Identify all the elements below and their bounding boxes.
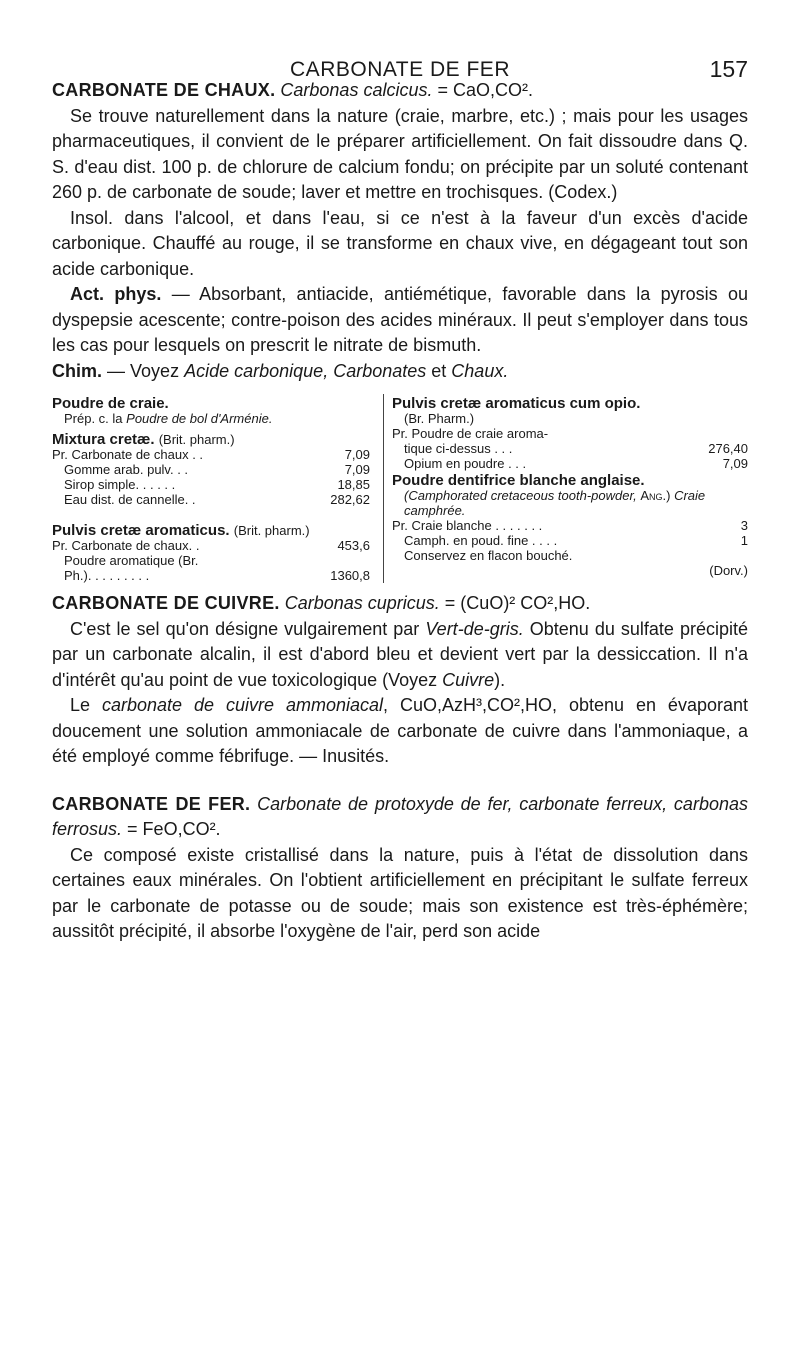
text-italic: Vert-de-gris. (425, 618, 524, 639)
formula-name: Pulvis cretæ aromaticus. (52, 522, 230, 539)
entry-formula: = CaO,CO². (437, 80, 534, 100)
formula-source: (Br. Pharm.) (404, 411, 475, 426)
text: Obtenu du sulfate précipité par un carbonate alcalin, il est d'abord bleu et devient vert par la dessiccation. Il n'a d'intérêt qu'au point de vue toxicologique (Voyez (52, 618, 748, 690)
text: ). (494, 669, 506, 690)
note-source: Ang.) (640, 488, 671, 503)
ingredient-row (392, 426, 748, 441)
ingredient-label: tique ci-dessus . . . (404, 441, 513, 456)
formula-title: Poudre de craie. (52, 395, 169, 412)
entry-title: CARBONATE DE FER. (52, 793, 251, 814)
formula-source: (Brit. pharm.) (233, 523, 310, 538)
page (52, 0, 748, 945)
ingredient-label: Ph.). . . . . . . . . (64, 568, 150, 583)
entry-carbonate-cuivre-heading (52, 591, 748, 617)
text: , CuO,AzH³,CO²,HO, obtenu en évaporant doucement une solution ammoniacale de carbonate de cuivre dans l'ammoniaque, a été employé comme fébrifuge. — Inusités. (52, 695, 748, 766)
ingredient-row (52, 447, 370, 462)
formula-name: Mixtura cretæ. (52, 431, 155, 448)
formula-source: (Brit. pharm.) (158, 432, 235, 447)
formula-note (392, 488, 748, 518)
ingredient-label: Pr. Carbonate de chaux. . (52, 538, 200, 553)
chim-last: Chaux. (451, 360, 509, 381)
page-number: 157 (709, 56, 748, 82)
ingredient-amount: 453,6 (337, 538, 370, 553)
formulas-columns (52, 394, 748, 583)
ingredient-row (52, 477, 370, 492)
formula-title: Pulvis cretæ aromaticus cum opio. (392, 395, 641, 412)
formulas-right (383, 394, 748, 583)
formula-title: Poudre dentifrice blanche anglaise. (392, 472, 645, 489)
ingredient-amount: 18,85 (337, 477, 370, 492)
entry-title: CARBONATE DE CUIVRE. (52, 593, 280, 613)
ingredient-amount: 3 (740, 518, 748, 533)
ingredient-list (52, 538, 370, 583)
ingredient-amount: 282,62 (330, 492, 370, 507)
chim-pre: — Voyez (107, 360, 180, 381)
ingredient-label: Pr. Craie blanche . . . . . . . (392, 518, 543, 533)
note-french: Craie camphrée. (404, 488, 706, 518)
ingredient-label: Sirop simple. . . . . . (64, 477, 176, 492)
paragraph: Ce composé existe cristallisé dans la nature, puis à l'état de dissolution dans certaines eaux minérales. On l'obtient artificiellement en précipitant le sulfate ferreux par le carbonate de potasse ou de soude; mais son existence est très-éphémère; aussitôt précipité, il absorbe l'oxygène de l'air, perd son acide (52, 844, 748, 941)
entry-latin: Carbonas calcicus. (280, 80, 433, 100)
act-label: Act. phys. (70, 284, 162, 304)
paragraph (52, 693, 748, 770)
paragraph-action (52, 282, 748, 359)
entry-latin: Carbonas cupricus. (284, 593, 440, 613)
formula-source: (Dorv.) (709, 563, 748, 578)
text-italic: carbonate de cuivre ammoniacal (102, 695, 384, 715)
formulas-left (52, 394, 370, 583)
chim-label: Chim. (52, 360, 103, 381)
text: Le (70, 695, 91, 715)
ingredient-label: Gomme arab. pulv. . . (64, 462, 189, 477)
text: C'est le sel qu'on désigne vulgairement par (70, 618, 420, 639)
ingredient-list (392, 426, 748, 471)
ingredient-amount: 7,09 (344, 462, 370, 477)
ingredient-label: Pr. Poudre de craie aroma- (392, 426, 549, 441)
ingredient-row (52, 462, 370, 477)
ingredient-label: Pr. Carbonate de chaux . . (52, 447, 204, 462)
page-header (52, 0, 748, 82)
formula-prep (52, 411, 370, 426)
running-title: CARBONATE DE FER (290, 58, 510, 81)
ingredient-row (392, 456, 748, 471)
paragraph-chim (52, 359, 748, 385)
paragraph: Se trouve naturellement dans la nature (craie, marbre, etc.) ; mais pour les usages pharmaceutiques, il convient de le préparer artificiellement. On fait dissoudre dans Q. S. d'eau dist. 100 p. de chlorure de calcium fondu; on précipite par un soluté contenant 260 p. de carbonate de soude; laver et mettre en trochisques. (Codex.) (52, 105, 748, 202)
text-italic: Cuivre (442, 669, 495, 690)
ingredient-amount: 7,09 (722, 456, 748, 471)
chim-refs: Acide carbonique, Carbonates (184, 360, 427, 381)
ingredient-row (392, 533, 748, 548)
ingredient-row (52, 538, 370, 553)
ingredient-row (392, 518, 748, 533)
act-text: — Absorbant, antiacide, antiémétique, favorable dans la pyrosis ou dyspepsie acescente; contre-poison des acides minéraux. Il peut s'employer dans tous les cas pour lesquels on prescrit le nitrate de bismuth. (52, 284, 748, 355)
ingredient-row (392, 441, 748, 456)
ingredient-label: Poudre aromatique (Br. (64, 553, 199, 568)
formula-title (52, 523, 370, 538)
paragraph: Insol. dans l'alcool, et dans l'eau, si ce n'est à la faveur d'un excès d'acide carbonique. Chauffé au rouge, il se transforme en chaux vive, en dégageant tout son acide carbonique. (52, 207, 748, 279)
ingredient-amount: 1360,8 (330, 568, 370, 583)
ingredient-amount: 276,40 (708, 441, 748, 456)
prep-pre: Prép. c. la (64, 411, 123, 426)
entry-latin: Carbonate de protoxyde de fer, carbonate ferreux, carbonas ferrosus. (52, 793, 748, 839)
ingredient-row (52, 553, 370, 568)
ingredient-label: Eau dist. de cannelle. . (64, 492, 196, 507)
ingredient-amount: 1 (740, 533, 748, 548)
entry-formula: = (CuO)² CO²,HO. (444, 593, 591, 613)
ingredient-label: Camph. en poud. fine . . . . (404, 533, 558, 548)
prep-ref: Poudre de bol d'Arménie. (126, 411, 273, 426)
ingredient-list (392, 518, 748, 548)
formula-keep: Conservez en flacon bouché. (404, 548, 573, 563)
entry-title: CARBONATE DE CHAUX. (52, 80, 276, 100)
paragraph (52, 617, 748, 694)
ingredient-list (52, 447, 370, 507)
entry-formula: = FeO,CO². (127, 819, 221, 839)
chim-and: et (431, 360, 447, 381)
ingredient-label: Opium en poudre . . . (404, 456, 527, 471)
note-english: (Camphorated cretaceous tooth-powder, (404, 488, 637, 503)
ingredient-amount: 7,09 (344, 447, 370, 462)
entry-carbonate-fer-heading (52, 792, 748, 843)
ingredient-row (52, 568, 370, 583)
ingredient-row (52, 492, 370, 507)
formula-title (52, 432, 370, 447)
